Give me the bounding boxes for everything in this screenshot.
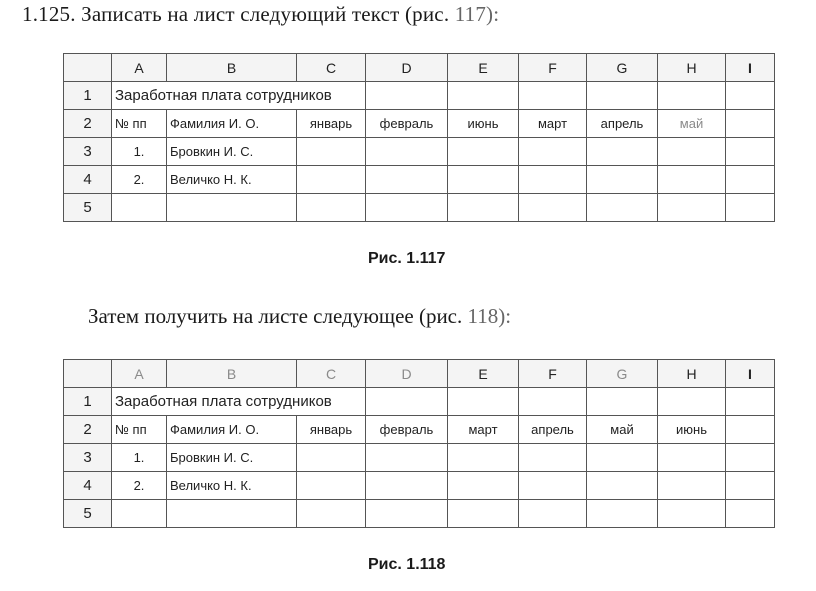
column-header-row [64,360,775,388]
cell [587,472,658,500]
row-header: 5 [64,500,112,528]
sheet-title-cell: Заработная плата сотрудников [112,82,366,110]
cell [448,500,519,528]
cell: январь [297,110,366,138]
cell [167,194,297,222]
cell [587,82,658,110]
cell: апрель [519,416,587,444]
cell: апрель [587,110,658,138]
cell: Бровкин И. С. [167,444,297,472]
cell: Фамилия И. О. [167,416,297,444]
cell [726,138,775,166]
row-header: 2 [64,416,112,444]
table-row [64,110,775,138]
task-number: 1.125. [22,2,76,26]
cell: март [448,416,519,444]
cell [587,388,658,416]
row-header: 4 [64,166,112,194]
cell: № пп [112,416,167,444]
column-header: F [519,54,587,82]
cell [726,194,775,222]
cell [448,444,519,472]
corner-cell [64,54,112,82]
cell [587,500,658,528]
cell: июнь [448,110,519,138]
cell: 1. [112,444,167,472]
cell [519,138,587,166]
column-header: D [366,360,448,388]
cell [366,138,448,166]
cell [658,388,726,416]
cell [658,138,726,166]
cell: Фамилия И. О. [167,110,297,138]
figure-caption: Рис. 1.118 [368,556,446,573]
column-header: B [167,360,297,388]
cell [658,82,726,110]
corner-cell [64,360,112,388]
cell [587,194,658,222]
cell: май [587,416,658,444]
cell [726,500,775,528]
cell [519,444,587,472]
cell [726,472,775,500]
column-header: A [112,54,167,82]
column-header: F [519,360,587,388]
cell [366,444,448,472]
row-header: 2 [64,110,112,138]
cell: июнь [658,416,726,444]
cell [726,388,775,416]
cell [726,416,775,444]
column-header: E [448,360,519,388]
cell [297,472,366,500]
cell [366,166,448,194]
cell [297,444,366,472]
cell [726,444,775,472]
table-row [64,138,775,166]
column-header: D [366,54,448,82]
task-text: Записать на лист следующий текст (рис. [81,2,450,26]
row-header: 1 [64,388,112,416]
table-row [64,444,775,472]
column-header: G [587,54,658,82]
cell [366,194,448,222]
cell [519,166,587,194]
cell [658,444,726,472]
sheet-title-cell: Заработная плата сотрудников [112,388,366,416]
column-header: I [726,360,775,388]
cell [366,82,448,110]
cell [448,194,519,222]
cell [448,388,519,416]
column-header: C [297,54,366,82]
cell: май [658,110,726,138]
cell: январь [297,416,366,444]
cell [448,166,519,194]
table-row [64,416,775,444]
cell: № пп [112,110,167,138]
cell [658,166,726,194]
cell [448,82,519,110]
cell [366,472,448,500]
cell [519,82,587,110]
cell [519,388,587,416]
column-header: I [726,54,775,82]
cell [366,500,448,528]
instruction-figure-ref: 118): [467,304,512,328]
row-header: 1 [64,82,112,110]
cell [726,82,775,110]
cell [587,138,658,166]
cell [297,138,366,166]
cell [167,500,297,528]
row-header: 5 [64,194,112,222]
cell [658,472,726,500]
cell [587,444,658,472]
cell [297,166,366,194]
cell [366,388,448,416]
cell: Величко Н. К. [167,166,297,194]
instruction-text [88,304,511,329]
spreadsheet-figure-117 [63,53,775,222]
table-row [64,388,775,416]
cell: 1. [112,138,167,166]
row-header: 3 [64,444,112,472]
figure-caption: Рис. 1.117 [368,250,446,267]
instruction-body: Затем получить на листе следующее (рис. [88,304,463,328]
cell: Величко Н. К. [167,472,297,500]
table-row [64,472,775,500]
table-row [64,500,775,528]
table-row [64,82,775,110]
table-row [64,166,775,194]
cell [297,500,366,528]
column-header: G [587,360,658,388]
column-header: E [448,54,519,82]
cell [448,138,519,166]
cell [297,194,366,222]
column-header-row [64,54,775,82]
column-header: A [112,360,167,388]
column-header: C [297,360,366,388]
row-header: 3 [64,138,112,166]
cell [448,472,519,500]
cell [726,110,775,138]
column-header: H [658,54,726,82]
column-header: B [167,54,297,82]
table-row [64,194,775,222]
cell: февраль [366,416,448,444]
cell [112,500,167,528]
cell: 2. [112,472,167,500]
cell [587,166,658,194]
cell [658,500,726,528]
cell: февраль [366,110,448,138]
cell [519,472,587,500]
task-figure-ref: 117): [454,2,500,26]
cell [519,500,587,528]
row-header: 4 [64,472,112,500]
cell: Бровкин И. С. [167,138,297,166]
cell: 2. [112,166,167,194]
spreadsheet-figure-118 [63,359,775,528]
cell [519,194,587,222]
column-header: H [658,360,726,388]
task-heading [22,2,499,27]
cell [658,194,726,222]
cell [112,194,167,222]
cell [726,166,775,194]
cell: март [519,110,587,138]
